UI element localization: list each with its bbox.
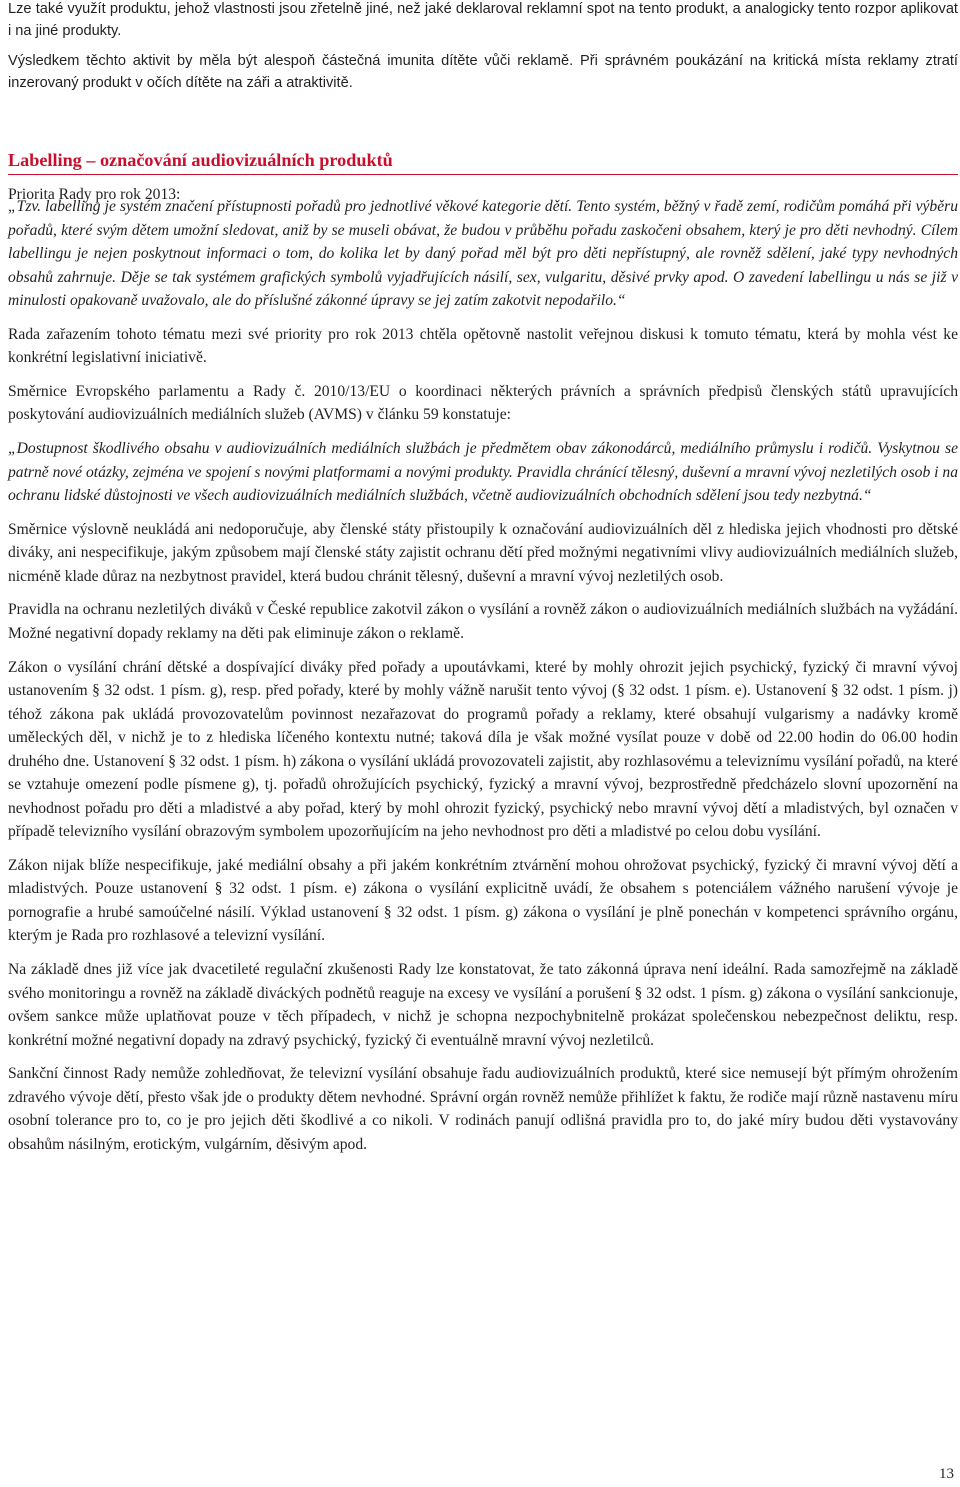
body-paragraph-6: Zákon nijak blíže nespecifikuje, jaké mediální obsahy a při jakém konkrétním ztvárnění mohou ohrožovat psychický, fyzický či mravní vývoj dětí a mladistvých. Pouze ustanovení § 32 odst. 1 písm. e) zákona o vysílání explicitně uvádí, že obsahem s potenciálem vážného narušení vývoje je pornografie a hrubé samoúčelné násilí. Výklad ustanovení § 32 odst. 1 písm. g) zákona o vysílání je plně ponechán v kompetenci správního orgánu, kterým je Rada pro rozhlasové a televizní vysílání. [8,856,958,945]
body-paragraph-4: Pravidla na ochranu nezletilých diváků v České republice zakotvil zákon o vysílání a rovněž zákon o audiovizuálních mediálních službách na vyžádání. Možné negativní dopady reklamy na děti pak eliminuje zákon o reklamě. [8,601,958,642]
intro-section [8,0,958,94]
body-paragraph-7: Na základě dnes již více jak dvacetileté regulační zkušenosti Rady lze konstatovat, že tato zákonná úprava není ideální. Rada samozřejmě na základě svého monitoringu a rovněž na základě diváckých podnětů reaguje na excesy ve vysílání a porušení § 32 odst. 1 písm. g) zákona o vysílání sankcionuje, ovšem sankce může uplatňovat pouze v těch případech, v nichž je schopna nezpochybnitelně prokázat společenskou nebezpečnost deliktu, resp. konkrétní možné negativní dopady na zdravý psychický, fyzický či eventuálně mravní vývoj nezletilců. [8,961,958,1049]
section-heading: Labelling – označování audiovizuálních produktů [8,148,958,175]
body-paragraph-1: Rada zařazením tohoto tématu mezi své priority pro rok 2013 chtěla opětovně nastolit veřejnou diskusi k tomuto tématu, která by mohla vést ke konkrétní legislativní iniciativě. [8,325,958,367]
section-subheading: Priorita Rady pro rok 2013: [8,186,181,203]
body-paragraph-3: Směrnice výslovně neukládá ani nedoporučuje, aby členské státy přistoupily k označování audiovizuálních děl z hlediska jejich vhodnosti pro dětské diváky, ani nespecifikuje, jakým způsobem mají členské státy zajistit ochranu dětí před možnými negativními vlivy audiovizuálních mediálních služeb, nicméně klade důraz na nezbytnost pravidel, která budou chránit tělesný, duševní a mravní vývoj nezletilých osob. [8,520,958,585]
intro-paragraph-2: Výsledkem těchto aktivit by měla být alespoň částečná imunita dítěte vůči reklamě. Při správném poukázání na kritická místa reklamy ztratí inzerovaný produkt v očích dítěte na záři a atraktivitě. [8,53,958,91]
page-number: 13 [939,1466,954,1482]
quote-council-priority: „Tzv. labelling je systém značení přístupnosti pořadů pro jednotlivé věkové kategorie dětí. Tento systém, běžný v řadě zemí, rodičům pomáhá při výběru pořadů, které svým dětem umožní sledovat, aniž by se museli obávat, že budou v průběhu pořadu zaskočeni obsahem, který je pro děti nevhodný. Cílem labellingu je nejen poskytnout informaci o tom, do kolika let by daný pořad měl být pro děti nepřístupný, ale rovněž sdělení, jaké typy nevhodných obsahů zahrnuje. Děje se tak systémem grafických symbolů vyjadřujících násilí, sex, vulgaritu, děsivé prvky apod. O zavedení labellingu u nás se již v minulosti opakovaně uvažovalo, ale do příslušné zákonné úpravy se jej zatím zakotvit nepodařilo.“ [8,198,958,309]
intro-paragraph-1: Lze také využít produktu, jehož vlastnosti jsou zřetelně jiné, než jaké deklaroval reklamní spot na tento produkt, a analogicky tento rozpor aplikovat i na jiné produkty. [8,1,958,39]
body-paragraph-2: Směrnice Evropského parlamentu a Rady č. 2010/13/EU o koordinaci některých právních a správních předpisů členských států upravujících poskytování audiovizuálních mediálních služeb (AVMS) v článku 59 konstatuje: [8,382,958,424]
body-section [8,195,958,1166]
body-paragraph-5: Zákon o vysílání chrání dětské a dospívající diváky před pořady a upoutávkami, které by mohly ohrozit jejich psychický, fyzický či mravní vývoj ustanovením § 32 odst. 1 písm. g), resp. před pořady, které by mohly vážně narušit tento vývoj (§ 32 odst. 1 písm. e). Ustanovení § 32 odst. 1 písm. j) téhož zákona pak ukládá provozovatelům povinnost nezařazovat do programů pořady a reklamy, které obsahují vulgarismy a nadávky kromě uměleckých děl, v nichž je to z hlediska líčeného kontextu nutné; taková díla je však možné vysílat pouze v době od 22.00 hodin do 06.00 hodin druhého dne. Ustanovení § 32 odst. 1 písm. h) zákona o vysílání ukládá provozovateli zajistit, aby rozhlasovému a televiznímu vysílání pořadů, na které se vztahuje omezení podle písmene g), tj. pořadů ohrožujících psychický, fyzický a mravní vývoj, bezprostředně předcházelo slovní upozornění na nevhodnost pořadu pro děti a mladistvé a aby pořad, který by mohl ohrozit fyzický, psychický nebo mravní vývoj dětí a mladistvých, byl označen v případě televizního vysílání obrazovým symbolem upozorňujícím na jeho nevhodnost pro děti a mladistvé po celou dobu vysílání. [8,658,958,841]
quote-avms-directive: „Dostupnost škodlivého obsahu v audiovizuálních mediálních službách je předmětem obav zákonodárců, mediálního průmyslu i rodičů. Vyskytnou se patrně nové otázky, zejména ve spojení s novými platformami a novými produkty. Pravidla chránící tělesný, duševní a mravní vývoj nezletilých osob i na ochranu lidské důstojnosti ve všech audiovizuálních mediálních službách, včetně audiovizuálních obchodních sdělení jsou tedy nezbytná.“ [8,440,958,505]
body-paragraph-8: Sankční činnost Rady nemůže zohledňovat, že televizní vysílání obsahuje řadu audiovizuálních produktů, které sice nemusejí být přímým ohrožením zdravého vývoje dětí, přesto však jde o produkty dětem nevhodné. Správní orgán rovněž nemůže přihlížet k faktu, že rodiče mají různě nastavenu míru osobní tolerance pro to, co je pro jejich děti škodlivé a co nikoli. V rodinách panují odlišná pravidla pro to, do jaké míry budou děti vystavovány obsahům násilným, erotickým, vulgárním, děsivým apod. [8,1065,958,1153]
